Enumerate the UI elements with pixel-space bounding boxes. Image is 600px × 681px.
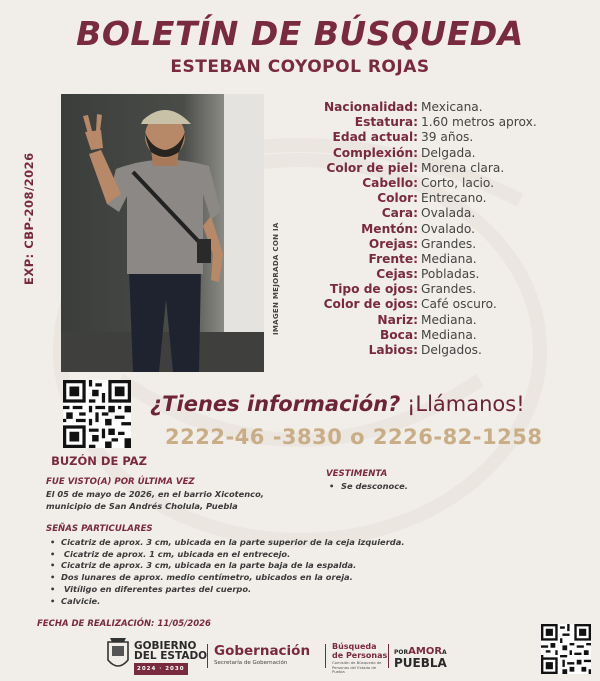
detail-label: Orejas: <box>368 236 418 251</box>
detail-value: Grandes. <box>421 282 477 297</box>
busqueda-subtitle: Comisión de Búsqueda de Personas del Estado de Puebla <box>332 660 382 674</box>
marks-list <box>46 537 476 607</box>
detail-row <box>300 191 590 206</box>
physical-details <box>300 100 590 358</box>
detail-row <box>300 252 590 267</box>
person-figure-icon <box>61 94 264 372</box>
detail-value: Corto, lacio. <box>421 175 495 190</box>
busqueda-line-2: de Personas <box>332 650 388 660</box>
detail-label: Edad actual: <box>332 130 418 145</box>
busqueda-line-1: Búsqueda <box>332 642 377 651</box>
creation-date: FECHA DE REALIZACIÓN: 11/05/2026 <box>37 619 211 629</box>
detail-label: Cejas: <box>376 267 418 282</box>
info-question: ¿Tienes información? <box>150 392 401 416</box>
bulletin-title: BOLETÍN DE BÚSQUEDA <box>76 14 524 53</box>
logo-amor: AMOR <box>408 646 443 657</box>
detail-value: 1.60 metros aprox. <box>421 115 537 130</box>
detail-row <box>300 282 590 297</box>
detail-label: Labios: <box>368 343 418 357</box>
detail-row <box>300 328 590 343</box>
detail-value: Ovalado. <box>421 221 475 236</box>
state-shield-icon <box>106 638 130 672</box>
por-amor-a-puebla-logo <box>394 644 447 668</box>
detail-label: Boca: <box>380 327 418 342</box>
busqueda-logo <box>332 643 387 660</box>
detail-row <box>300 146 590 161</box>
last-seen-line-2: municipio de San Andrés Cholula, Puebla <box>46 501 238 511</box>
detail-value: Mexicana. <box>421 100 483 114</box>
logo-a: A <box>442 649 447 656</box>
detail-label: Nacionalidad: <box>323 100 418 114</box>
detail-label: Cabello: <box>362 175 418 190</box>
detail-row <box>300 313 590 328</box>
last-seen-heading: FUE VISTO(A) POR ÚLTIMA VEZ <box>46 477 195 487</box>
detail-label: Complexión: <box>332 145 418 160</box>
marks-heading: SEÑAS PARTICULARES <box>46 524 153 534</box>
last-seen-line-1: El 05 de mayo de 2026, en el barrio Xicotenco, <box>46 489 264 499</box>
detail-value: Delgada. <box>421 145 476 160</box>
detail-label: Color de piel: <box>326 160 418 175</box>
gobierno-logo <box>134 641 207 675</box>
footer-divider <box>388 644 389 668</box>
footer-divider <box>325 644 326 668</box>
ai-enhanced-note: IMAGEN MEJORADA CON IA <box>272 222 280 335</box>
detail-label: Tipo de ojos: <box>329 282 418 297</box>
detail-label: Mentón: <box>361 221 418 236</box>
detail-row <box>300 115 590 130</box>
detail-label: Cara: <box>381 206 418 221</box>
info-prompt <box>150 392 525 416</box>
gob-line-2: DEL ESTADO <box>134 650 208 662</box>
detail-value: 39 años. <box>421 130 474 145</box>
detail-value: Ovalada. <box>421 206 476 221</box>
detail-row <box>300 130 590 145</box>
gob-years: 2024 · 2030 <box>134 663 188 675</box>
mark-item: • Cicatriz de aprox. 3 cm, ubicada en la parte baja de la espalda. <box>46 560 476 572</box>
detail-value: Entrecano. <box>421 191 487 206</box>
detail-row <box>300 297 590 312</box>
footer-qr-code-icon[interactable] <box>541 624 591 674</box>
detail-row <box>300 343 590 358</box>
logo-puebla: PUEBLA <box>394 656 447 670</box>
gob-line-1: GOBIERNO <box>134 640 197 652</box>
clothing-list <box>326 481 408 491</box>
detail-value: Mediana. <box>421 327 477 342</box>
person-name: ESTEBAN COYOPOL ROJAS <box>170 57 430 77</box>
detail-label: Color: <box>377 191 418 206</box>
expediente-number: EXP: CBP-208/2026 <box>22 152 36 285</box>
detail-value: Morena clara. <box>421 160 505 175</box>
detail-value: Café oscuro. <box>421 297 497 312</box>
footer-logos <box>0 638 600 674</box>
detail-label: Estatura: <box>354 115 418 130</box>
detail-value: Grandes. <box>421 236 477 251</box>
mark-item: • Cicatriz de aprox. 1 cm, ubicada en el entrecejo. <box>46 549 476 561</box>
person-photo <box>61 94 264 372</box>
clothing-heading: VESTIMENTA <box>326 469 388 479</box>
detail-row <box>300 176 590 191</box>
detail-value: Mediana. <box>421 312 477 327</box>
mark-item: • Dos lunares de aprox. medio centímetro, ubicados en la oreja. <box>46 572 476 584</box>
detail-row <box>300 222 590 237</box>
detail-label: Nariz: <box>377 312 418 327</box>
detail-value: Delgados. <box>421 343 482 357</box>
detail-row <box>300 237 590 252</box>
logo-por: POR <box>394 649 409 656</box>
gobernacion-subtitle: Secretaría de Gobernación <box>214 660 288 666</box>
detail-row <box>300 100 590 115</box>
detail-row <box>300 206 590 221</box>
mark-item: • Calvicie. <box>46 596 476 608</box>
detail-row <box>300 267 590 282</box>
detail-value: Pobladas. <box>421 267 480 282</box>
buzon-de-paz-label: BUZÓN DE PAZ <box>51 454 147 468</box>
detail-label: Color de ojos: <box>323 297 418 312</box>
mark-item: • Cicatriz de aprox. 3 cm, ubicada en la parte superior de la ceja izquierda. <box>46 537 476 549</box>
detail-row <box>300 161 590 176</box>
call-to-action: ¡Llámanos! <box>406 392 525 416</box>
clothing-item: • Se desconoce. <box>326 481 408 491</box>
footer-divider <box>207 644 208 668</box>
buzon-qr-code-icon[interactable] <box>63 380 131 448</box>
gobernacion-logo: Gobernación <box>214 643 311 659</box>
detail-value: Mediana. <box>421 251 477 266</box>
mark-item: • Vitíligo en diferentes partes del cuerpo. <box>46 584 476 596</box>
phone-numbers[interactable]: 2222-46 -3830 o 2226-82-1258 <box>165 425 543 449</box>
detail-label: Frente: <box>368 251 418 266</box>
